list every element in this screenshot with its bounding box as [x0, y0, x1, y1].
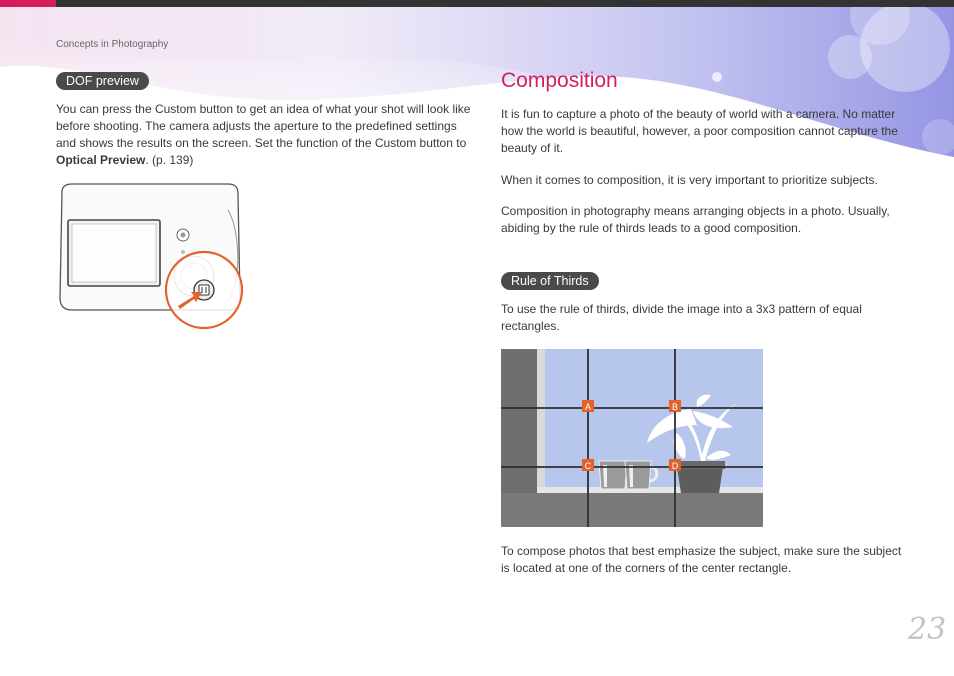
page-number: 23: [908, 612, 947, 647]
top-accent-bar: [0, 0, 56, 7]
rule-of-thirds-intro: To use the rule of thirds, divide the image into a 3x3 pattern of equal rectangles.: [501, 302, 862, 333]
cups-group: [599, 461, 657, 489]
dof-preview-heading: DOF preview: [56, 72, 149, 90]
marker-c: [582, 459, 594, 471]
composition-paragraph-3: Composition in photography means arranging objects in a photo. Usually, abiding by the rule of thirds leads to a good composition.: [501, 204, 890, 235]
marker-d-label: D: [671, 461, 679, 471]
rule-of-thirds-heading: Rule of Thirds: [501, 272, 599, 290]
rule-of-thirds-illustration: [501, 349, 763, 527]
marker-a: [582, 400, 594, 412]
marker-b: [669, 400, 681, 412]
marker-a-label: A: [584, 402, 592, 412]
composition-paragraph-2: When it comes to composition, it is very important to prioritize subjects.: [501, 173, 878, 187]
top-bar: [0, 0, 954, 7]
optical-preview-term: Optical Preview: [56, 153, 146, 167]
dof-preview-text: [56, 101, 471, 169]
marker-b-label: B: [671, 402, 679, 412]
composition-paragraph-1: It is fun to capture a photo of the beauty of world with a camera. No matter how the world is beautiful, however, a poor composition cannot capture the beauty of it.: [501, 107, 898, 155]
dof-text-prefix: You can press the Custom button to get an idea of what your shot will look like before shooting. The camera adjusts the aperture to the predefined settings and shows the results on the screen. Set the function of the Custom button to: [56, 102, 471, 150]
camera-illustration: [56, 180, 246, 330]
marker-d: [669, 459, 681, 471]
breadcrumb: Concepts in Photography: [56, 39, 169, 50]
composition-title: Composition: [501, 69, 618, 92]
marker-c-label: C: [584, 461, 592, 471]
dof-text-suffix: . (p. 139): [145, 153, 194, 167]
rule-of-thirds-outro: To compose photos that best emphasize the subject, make sure the subject is located at one of the corners of the center rectangle.: [501, 544, 902, 575]
